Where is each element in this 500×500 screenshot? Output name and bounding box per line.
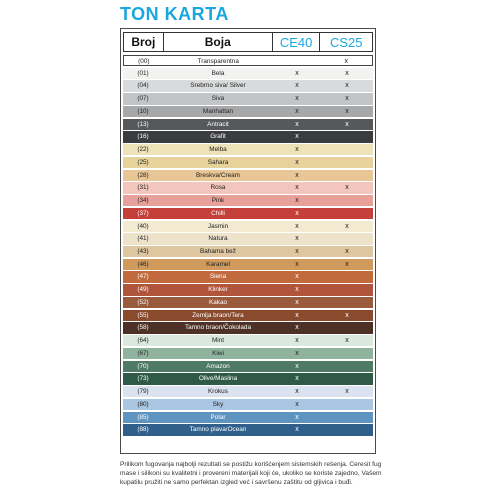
color-name: Melba — [209, 146, 227, 154]
color-code: (00) — [138, 58, 150, 65]
color-code: (58) — [137, 324, 149, 332]
table-row — [123, 106, 373, 117]
cs25-mark: x — [345, 95, 349, 103]
footnote: Prilikom fugovanja najbolji rezultati se postižu korišćenjem sistemskih rešenja. Ceresit fug mase i silikoni su kvalitetni i provereni materijali koji će, ukoliko se koriste zajedno, Vašem kupatilu pružiti ne samo perfektan izgled već i savršenu zaštitu od gljivica i buđi. — [120, 461, 382, 487]
color-name: Srebrno siva/ Silver — [190, 82, 246, 90]
ce40-mark: x — [295, 260, 299, 268]
ce40-mark: x — [295, 349, 299, 357]
table-row — [123, 386, 373, 397]
color-code: (85) — [137, 413, 149, 421]
color-name: Rosa — [210, 184, 226, 192]
color-name: Transparentna — [197, 58, 239, 65]
cs25-mark — [321, 144, 373, 155]
ce40-mark: x — [295, 286, 299, 294]
cs25-mark — [321, 208, 373, 219]
table-row — [123, 259, 373, 270]
color-code: (52) — [137, 298, 149, 306]
color-rows — [123, 55, 373, 437]
color-code: (80) — [137, 400, 149, 408]
color-name: Karamel — [206, 260, 230, 268]
table-row — [123, 412, 373, 423]
color-name: Kiwi — [212, 349, 224, 357]
table-row — [123, 131, 373, 142]
cs25-mark — [321, 131, 373, 142]
table-row — [123, 284, 373, 295]
table-row — [123, 233, 373, 244]
color-code: (28) — [137, 171, 149, 179]
ce40-mark: x — [295, 209, 299, 217]
color-code: (07) — [137, 95, 149, 103]
cs25-mark: x — [345, 388, 349, 396]
cs25-mark: x — [345, 260, 349, 268]
ce40-mark: x — [295, 146, 299, 154]
cs25-mark — [321, 170, 373, 181]
color-code: (16) — [137, 133, 149, 141]
table-row — [123, 373, 373, 384]
ce40-mark: x — [295, 311, 299, 319]
table-row — [123, 208, 373, 219]
color-code: (13) — [137, 120, 149, 128]
color-name: Grafit — [210, 133, 226, 141]
ce40-mark: x — [295, 107, 299, 115]
color-code: (25) — [137, 158, 149, 166]
ce40-mark: x — [295, 388, 299, 396]
table-row — [123, 271, 373, 282]
ce40-mark: x — [295, 197, 299, 205]
ce40-mark: x — [295, 82, 299, 90]
ce40-mark: x — [295, 362, 299, 370]
ce40-mark: x — [295, 273, 299, 281]
table-row — [123, 322, 373, 333]
cs25-mark — [321, 373, 373, 384]
table-row — [123, 119, 373, 130]
table-row — [123, 221, 373, 232]
header-cs25: CS25 — [329, 34, 363, 50]
ce40-mark — [273, 56, 321, 65]
cs25-mark: x — [345, 222, 349, 230]
color-code: (67) — [137, 349, 149, 357]
color-name: Bahama bež — [200, 248, 236, 256]
ce40-mark: x — [295, 133, 299, 141]
table-row — [123, 170, 373, 181]
color-name: Tamno braon/Čokolada — [184, 324, 252, 332]
cs25-mark: x — [345, 82, 349, 90]
cs25-mark — [321, 412, 373, 423]
color-code: (88) — [137, 426, 149, 434]
cs25-mark — [321, 195, 373, 206]
ce40-mark: x — [295, 426, 299, 434]
cs25-mark — [321, 157, 373, 168]
color-name: Chilli — [211, 209, 225, 217]
table-row — [123, 68, 373, 79]
ce40-mark: x — [295, 95, 299, 103]
ce40-mark: x — [295, 235, 299, 243]
table-row — [123, 399, 373, 410]
header-name: Boja — [164, 33, 273, 51]
cs25-mark: x — [345, 248, 349, 256]
table-row — [123, 144, 373, 155]
color-code: (43) — [137, 248, 149, 256]
cs25-mark — [321, 399, 373, 410]
color-name: Breskva/Cream — [195, 171, 241, 179]
color-chart — [120, 28, 376, 454]
cs25-mark — [321, 322, 373, 333]
color-code: (04) — [137, 82, 149, 90]
color-name: Amazon — [206, 362, 230, 370]
table-row — [123, 182, 373, 193]
color-name: Manhattan — [202, 107, 234, 115]
color-code: (47) — [137, 273, 149, 281]
table-row — [123, 348, 373, 359]
color-code: (34) — [137, 197, 149, 205]
cs25-mark: x — [344, 58, 348, 65]
color-code: (49) — [137, 286, 149, 294]
page-title: TON KARTA — [120, 4, 229, 24]
color-code: (79) — [137, 388, 149, 396]
ce40-mark: x — [295, 184, 299, 192]
table-row — [123, 80, 373, 91]
ce40-mark: x — [295, 171, 299, 179]
color-name: Natura — [208, 235, 228, 243]
color-code: (31) — [137, 184, 149, 192]
table-row — [123, 310, 373, 321]
color-code: (64) — [137, 337, 149, 345]
cs25-mark: x — [345, 69, 349, 77]
table-row — [123, 361, 373, 372]
color-name: Sky — [212, 400, 224, 408]
ce40-mark: x — [295, 324, 299, 332]
cs25-mark — [321, 361, 373, 372]
color-name: Tamno plava/Ocean — [189, 426, 247, 434]
table-header — [123, 32, 373, 52]
color-code: (01) — [137, 69, 149, 77]
ce40-mark: x — [295, 400, 299, 408]
color-name: Olive/Maslina — [198, 375, 238, 383]
ce40-mark: x — [295, 337, 299, 345]
ce40-mark: x — [295, 158, 299, 166]
table-row — [123, 246, 373, 257]
color-name: Pink — [211, 197, 225, 205]
cs25-mark — [321, 271, 373, 282]
color-name: Siva — [211, 95, 225, 103]
color-name: Zemlja braon/Tera — [192, 311, 244, 319]
header-ce40: CE40 — [273, 33, 321, 51]
color-code: (46) — [137, 260, 149, 268]
cs25-mark: x — [345, 107, 349, 115]
color-name: Antracit — [207, 120, 229, 128]
cs25-mark — [321, 348, 373, 359]
cs25-mark — [321, 424, 373, 435]
color-name: Klinker — [208, 286, 228, 294]
table-row — [123, 157, 373, 168]
ce40-mark: x — [295, 413, 299, 421]
color-code: (70) — [137, 362, 149, 370]
table-row — [123, 335, 373, 346]
color-code: (55) — [137, 311, 149, 319]
header-code: Broj — [124, 33, 164, 51]
cs25-mark: x — [345, 184, 349, 192]
cs25-mark — [321, 297, 373, 308]
cs25-mark — [321, 284, 373, 295]
color-code: (10) — [137, 107, 149, 115]
cs25-mark: x — [345, 337, 349, 345]
table-row — [123, 93, 373, 104]
color-code: (73) — [137, 375, 149, 383]
color-code: (41) — [137, 235, 149, 243]
table-row — [123, 55, 373, 66]
color-name: Siena — [209, 273, 227, 281]
color-name: Krokus — [208, 388, 228, 396]
color-name: Sahara — [207, 158, 229, 166]
table-row — [123, 424, 373, 435]
ce40-mark: x — [295, 120, 299, 128]
ce40-mark: x — [295, 248, 299, 256]
cs25-mark — [321, 233, 373, 244]
color-name: Bela — [211, 69, 225, 77]
color-name: Polar — [210, 413, 226, 421]
cs25-mark: x — [345, 120, 349, 128]
color-code: (40) — [137, 222, 149, 230]
color-code: (22) — [137, 146, 149, 154]
ce40-mark: x — [295, 298, 299, 306]
color-name: Jasmin — [207, 222, 229, 230]
color-code: (37) — [137, 209, 149, 217]
table-row — [123, 195, 373, 206]
color-name: Mint — [211, 337, 225, 345]
ce40-mark: x — [295, 69, 299, 77]
ce40-mark: x — [295, 222, 299, 230]
table-row — [123, 297, 373, 308]
color-name: Kakao — [208, 298, 228, 306]
cs25-mark: x — [345, 311, 349, 319]
ce40-mark: x — [295, 375, 299, 383]
